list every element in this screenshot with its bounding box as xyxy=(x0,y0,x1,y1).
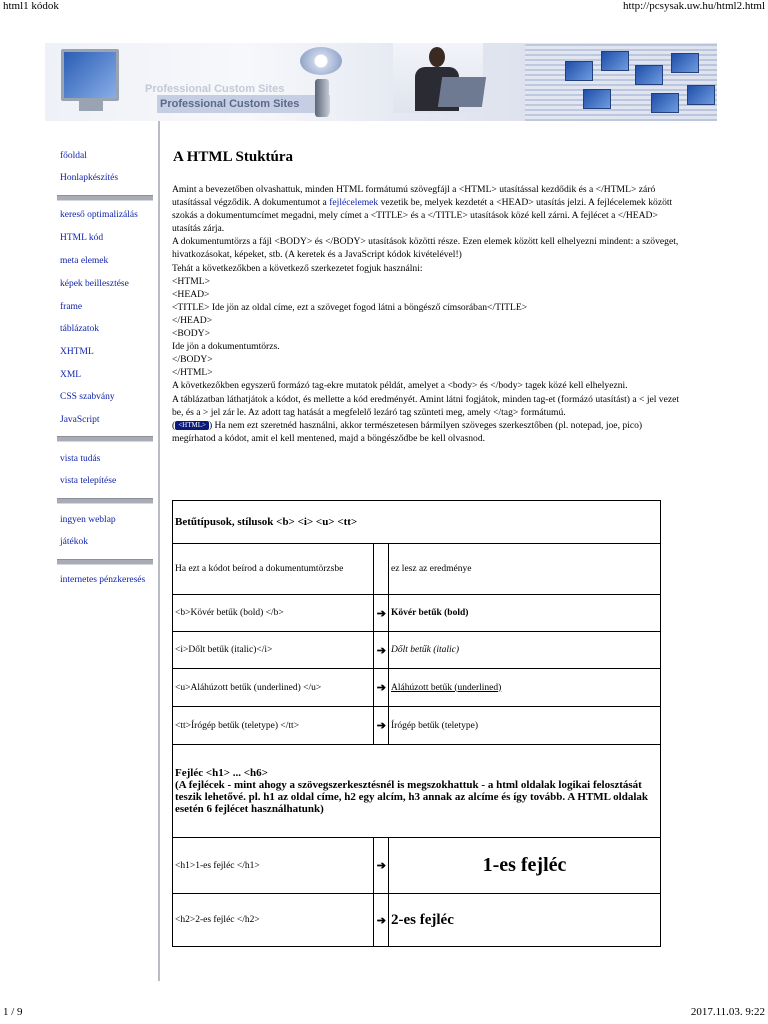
table-row xyxy=(173,632,661,669)
code-line: <HEAD> xyxy=(172,288,210,300)
code-cell: <u>Aláhúzott betűk (underlined) </u> xyxy=(173,669,374,707)
nav-link-xhtml[interactable]: XHTML xyxy=(60,347,94,357)
page-title: A HTML Stuktúra xyxy=(173,149,294,165)
nav-link-internetes-penzkereses[interactable]: internetes pénzkeresés xyxy=(60,575,146,585)
code-line: <HTML> xyxy=(172,275,211,287)
section-title-fonts: Betűtípusok, stílusok <b> <i> <u> <tt> xyxy=(173,501,661,544)
nav-link-frame[interactable]: frame xyxy=(60,302,83,312)
nav-link-kereso-optimalizalas[interactable]: kereső optimalizálás xyxy=(60,210,138,220)
nav-link-jatekok[interactable]: játékok xyxy=(60,537,88,547)
network-computer-icon xyxy=(635,65,663,85)
arrow-icon: ➔ xyxy=(374,707,389,745)
print-footer-page: 1 / 9 xyxy=(3,1006,23,1018)
code-line: Ide jön a dokumentumtörzs. xyxy=(172,341,280,353)
arrow-icon: ➔ xyxy=(374,632,389,669)
code-line: </BODY> xyxy=(172,354,213,366)
cd-icon xyxy=(300,47,342,75)
text-span: vezetik be, melyek kezdetét a <HEAD> utasítás jelzi. A fejlécelemek között szokás a dokumentumcímet megadni, mely címet a <TITLE> és a </TITLE> utasítások közé kell zárni. A fejlécet a </HEAD> utasítás zárja. xyxy=(172,197,673,235)
result-cell-underlined: Aláhúzott betűk (underlined) xyxy=(389,669,661,707)
table-row xyxy=(173,894,661,947)
paragraph xyxy=(172,419,682,445)
monitor-stand-icon xyxy=(79,101,103,111)
text-span: ( xyxy=(172,419,176,431)
paragraph: Tehát a következőkben a következő szerkezetet fogjuk használni: xyxy=(172,262,423,274)
nav-link-ingyen-weblap[interactable]: ingyen weblap xyxy=(60,515,116,525)
code-cell: <b>Kövér betűk (bold) </b> xyxy=(173,595,374,632)
table-row xyxy=(173,707,661,745)
site-banner xyxy=(45,43,717,121)
html-tags-table xyxy=(172,500,661,947)
result-cell-h1: 1-es fejléc xyxy=(389,838,661,894)
arrow-icon: ➔ xyxy=(374,595,389,632)
sidebar-separator xyxy=(57,436,153,442)
network-computer-icon xyxy=(565,61,593,81)
column-header-code: Ha ezt a kódot beírod a dokumentumtörzsbe xyxy=(173,544,374,595)
section-desc-headings: (A fejlécek - mint ahogy a szövegszerkesztésnél is megszokhattuk - a html oldalak logikai felosztását teszik lehetővé. pl. h1 az oldal címe, h2 egy alcím, h3 annak az alcíme és így tovább. A HTML oldalak esetén 6 fejlécet használhatunk) xyxy=(175,779,649,815)
monitor-icon xyxy=(61,49,119,101)
nav-link-html-kod[interactable]: HTML kód xyxy=(60,233,104,243)
table-row xyxy=(173,745,661,838)
arrow-icon: ➔ xyxy=(374,894,389,947)
table-row xyxy=(173,595,661,632)
code-line: <BODY> xyxy=(172,328,211,340)
fejlecelemek-link[interactable]: fejlécelemek xyxy=(329,197,379,209)
nav-link-fooldal[interactable]: főoldal xyxy=(60,151,87,161)
paragraph: A dokumentumtörzs a fájl <BODY> és </BODY> utasítások közötti része. Ezen elemek között kell elhelyezni mindent: a szöveget, hivatkozásokat, képeket, stb. (A keretek és a JavaScript kódok kivételével!) xyxy=(172,236,679,261)
result-cell-italic: Dőlt betűk (italic) xyxy=(389,632,661,669)
nav-link-css-szabvany[interactable]: CSS szabvány xyxy=(60,392,115,402)
print-header-title: html1 kódok xyxy=(3,0,59,12)
table-row xyxy=(173,544,661,595)
nav-link-tablazatok[interactable]: táblázatok xyxy=(60,324,100,334)
code-cell: <tt>Írógép betűk (teletype) </tt> xyxy=(173,707,374,745)
result-cell-teletype: Írógép betűk (teletype) xyxy=(389,707,661,745)
network-computer-icon xyxy=(671,53,699,73)
banner-logo-faded: Professional Custom Sites xyxy=(145,83,285,95)
print-header xyxy=(0,0,768,14)
code-line: <TITLE> Ide jön az oldal címe, ezt a szöveget fogod látni a böngésző címsorában</TITLE> xyxy=(172,301,528,313)
section-title-headings: Fejléc <h1> ... <h6> xyxy=(175,767,268,779)
table-row xyxy=(173,838,661,894)
html-badge-link[interactable]: <HTML> xyxy=(175,421,209,430)
nav-link-kepek-beillesztese[interactable]: képek beillesztése xyxy=(60,279,129,289)
nav-link-meta-elemek[interactable]: meta elemek xyxy=(60,256,109,266)
sidebar-nav xyxy=(45,121,160,981)
code-cell: <h1>1-es fejléc </h1> xyxy=(173,838,374,894)
print-footer-datetime: 2017.11.03. 9:22 xyxy=(690,1006,765,1018)
nav-link-javascript[interactable]: JavaScript xyxy=(60,415,100,425)
network-computer-icon xyxy=(583,89,611,109)
arrow-icon: ➔ xyxy=(374,669,389,707)
result-cell-h2: 2-es fejléc xyxy=(389,894,661,947)
paragraph xyxy=(172,183,682,235)
sidebar-separator xyxy=(57,195,153,201)
network-computer-icon xyxy=(651,93,679,113)
table-row xyxy=(173,501,661,544)
print-header-url: http://pcsysak.uw.hu/html2.html xyxy=(623,0,765,12)
banner-logo: Professional Custom Sites xyxy=(157,95,330,113)
paragraph: A táblázatban láthatjátok a kódot, és mellette a kód eredményét. Amint látni fogjátok, minden tag-et (formázó utasítást) a < jel vezet be, és a > jel zár le. Az adott tag hatását a megfelelő lezáró tag szünteti meg, amely </tag> formátumú. xyxy=(172,393,680,418)
sidebar-separator xyxy=(57,498,153,504)
nav-link-honlapkeszites[interactable]: Honlapkészítés xyxy=(60,173,119,183)
network-computer-icon xyxy=(601,51,629,71)
result-cell-bold: Kövér betűk (bold) xyxy=(389,595,661,632)
code-cell: <i>Dőlt betűk (italic)</i> xyxy=(173,632,374,669)
nav-link-vista-tudas[interactable]: vista tudás xyxy=(60,454,101,464)
arrow-icon: ➔ xyxy=(374,838,389,894)
person-head xyxy=(429,47,445,67)
code-line: </HEAD> xyxy=(172,314,213,326)
nav-link-vista-telepitese[interactable]: vista telepítése xyxy=(60,476,117,486)
sidebar-separator xyxy=(57,559,153,565)
text-span: Amint a bevezetőben olvashattuk, minden HTML formátumú szövegfájl a <HTML> utasítással kezdődik és a </HTML> záró utasítással végződik. A dokumentumot a xyxy=(172,184,656,209)
code-line: </HTML> xyxy=(172,367,213,379)
nav-link-xml[interactable]: XML xyxy=(60,370,82,380)
table-row xyxy=(173,669,661,707)
column-header-result: ez lesz az eredménye xyxy=(389,544,661,595)
code-cell: <h2>2-es fejléc </h2> xyxy=(173,894,374,947)
laptop-icon xyxy=(438,77,486,107)
network-computer-icon xyxy=(687,85,715,105)
empty-cell xyxy=(374,544,389,595)
paragraph: A következőkben egyszerű formázó tag-ekre mutatok példát, amelyet a <body> és </body> tagek közé kell elhelyezni. xyxy=(172,380,628,392)
bottle-icon xyxy=(315,79,329,117)
text-span: ) Ha nem ezt szeretnéd használni, akkor természetesen bármilyen szöveges szerkesztőben (pl. notepad, joe, pico) megírhatod a kódot, amit el kell mentened, majd a böngésződbe be kell olvasnod. xyxy=(172,419,643,444)
main-body-text xyxy=(172,183,682,445)
section-headings xyxy=(173,745,661,838)
